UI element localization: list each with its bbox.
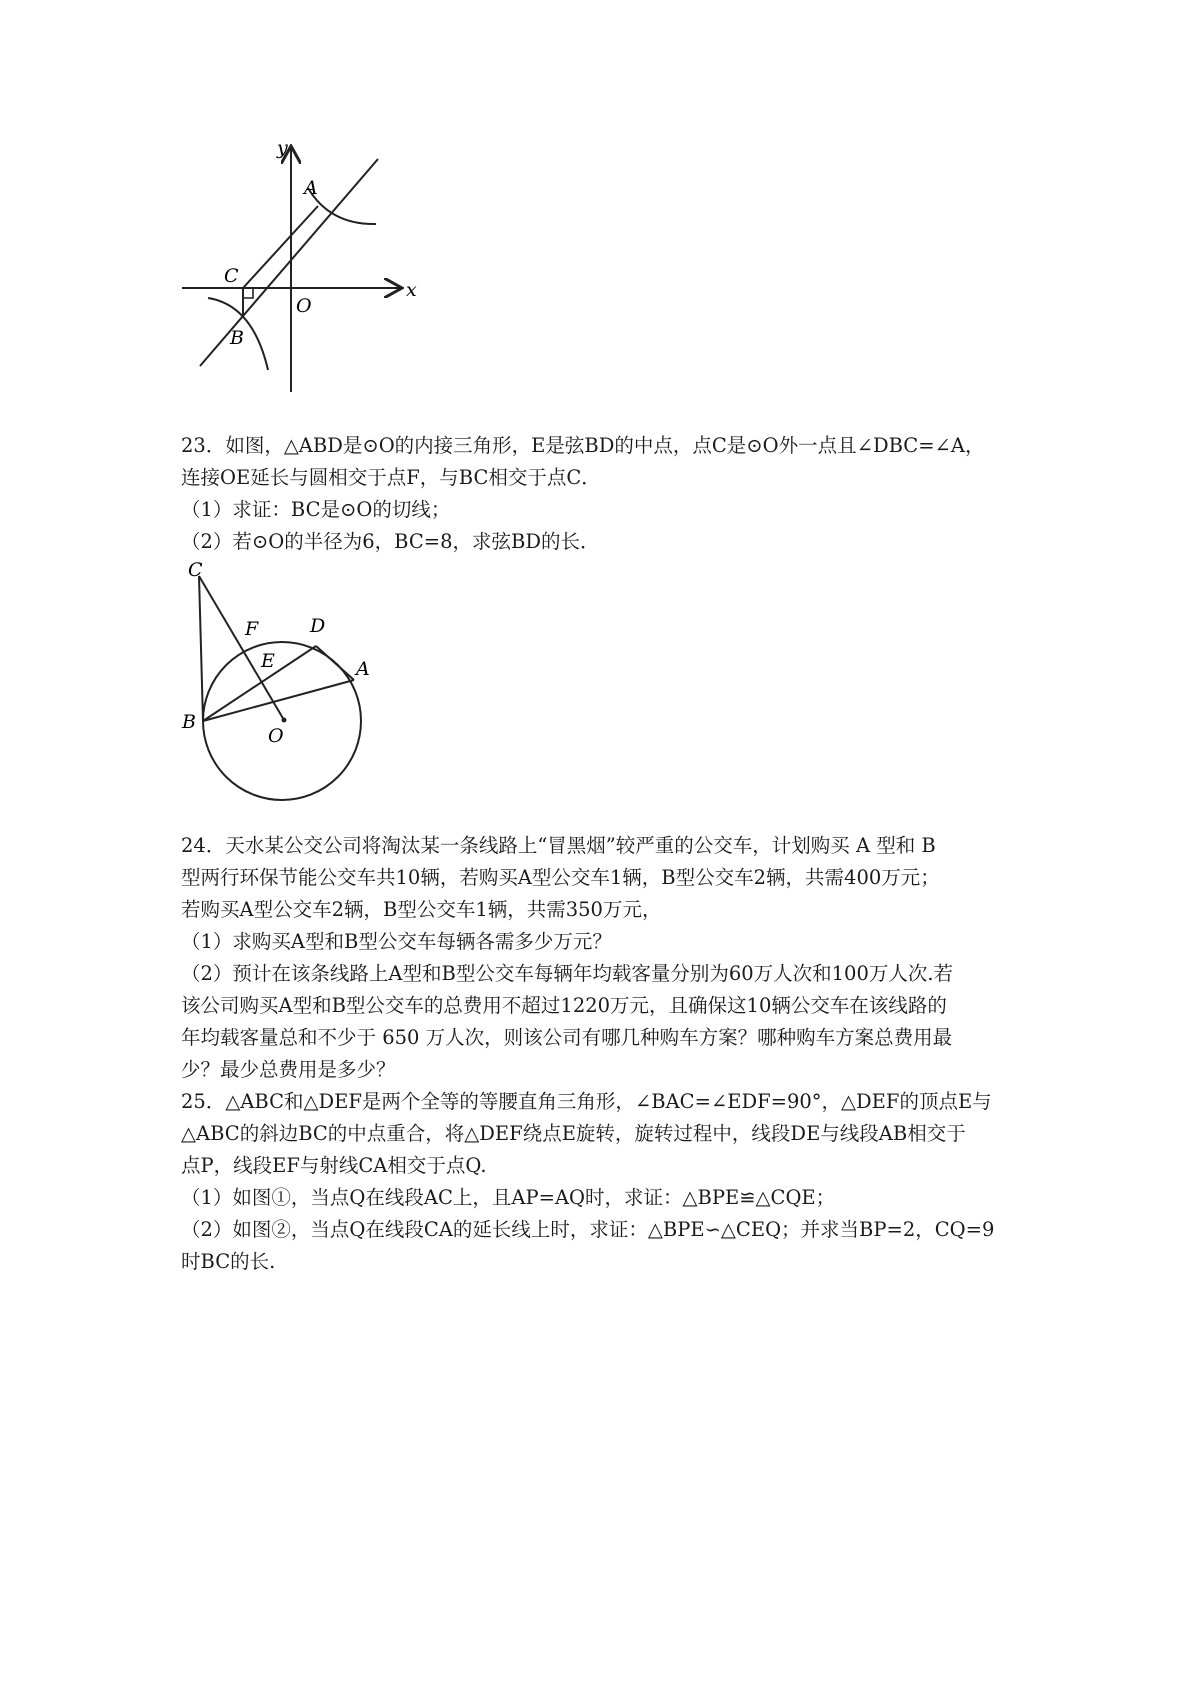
label-o: O [296,295,312,317]
q25-part-2-line-1: （2）如图②，当点Q在线段CA的延长线上时，求证：△BPE∽△CEQ；并求当BP=2，CQ=9 [181,1218,995,1241]
q23-part-1: （1）求证：BC是⊙O的切线； [181,498,451,521]
label-f: F [245,618,259,640]
q23-line-2: 连接OE延长与圆相交于点F，与BC相交于点C． [181,466,601,489]
question-25 [181,1086,1041,1278]
label-d: D [310,615,326,637]
segment-bc [199,576,203,721]
q25-line-3: 点P，线段EF与射线CA相交于点Q. [181,1154,487,1177]
q25-line-1: 25．△ABC和△DEF是两个全等的等腰直角三角形，∠BAC=∠EDF=90°，△DEF的顶点E与 [181,1090,992,1113]
q24-part-2-line-2: 该公司购买A型和B型公交车的总费用不超过1220万元，且确保这10辆公交车在该线路的 [181,994,947,1017]
segment-ca [243,206,318,288]
q24-part-2-line-1: （2）预计在该条线路上A型和B型公交车每辆年均载客量分别为60万人次和100万人次.若 [181,962,954,985]
label-x: x [406,279,417,301]
figure-1-coordinate-graph [178,140,428,395]
q24-line-3: 若购买A型公交车2辆，B型公交车1辆，共需350万元， [181,898,662,921]
q24-line-2: 型两行环保节能公交车共10辆，若购买A型公交车1辆，B型公交车2辆，共需400万元； [181,866,940,889]
q25-part-2-line-2: 时BC的长. [181,1250,276,1273]
q24-part-2-line-4: 少？最少总费用是多少？ [181,1058,396,1081]
question-24 [181,830,1041,1086]
label-b: B [230,327,244,349]
label-b: B [182,711,196,733]
label-o: O [268,725,284,747]
question-23 [181,430,1041,558]
label-e: E [261,650,275,672]
label-a: A [356,658,370,680]
q25-part-1: （1）如图①，当点Q在线段AC上，且AP=AQ时，求证：△BPE≌△CQE； [181,1186,836,1209]
label-a: A [304,177,318,199]
chord-bd [203,646,316,721]
q24-part-2-line-3: 年均载客量总和不少于 650 万人次，则该公司有哪几种购车方案？哪种购车方案总费用最 [181,1026,953,1049]
hyperbola-branch-upper [308,188,376,224]
line-ab [200,159,378,366]
q23-line-1: 23．如图，△ABD是⊙O的内接三角形，E是弦BD的中点，点C是⊙O外一点且∠DBC=∠A， [181,434,985,457]
q24-line-1: 24．天水某公交公司将淘汰某一条线路上“冒黑烟”较严重的公交车，计划购买 A 型和 B [181,834,936,857]
label-c: C [188,560,203,581]
center-point-o [282,718,287,723]
q23-part-2: （2）若⊙O的半径为6，BC=8，求弦BD的长． [181,530,600,553]
chord-ba [203,680,354,721]
label-y: y [277,140,288,159]
q24-part-1: （1）求购买A型和B型公交车每辆各需多少万元？ [181,930,612,953]
right-angle-mark [243,288,253,298]
figure-2-circle-diagram [178,560,388,805]
chord-da [316,646,354,680]
q25-line-2: △ABC的斜边BC的中点重合，将△DEF绕点E旋转，旋转过程中，线段DE与线段AB相交于 [181,1122,966,1145]
segment-co [199,576,284,720]
label-c: C [224,265,239,287]
